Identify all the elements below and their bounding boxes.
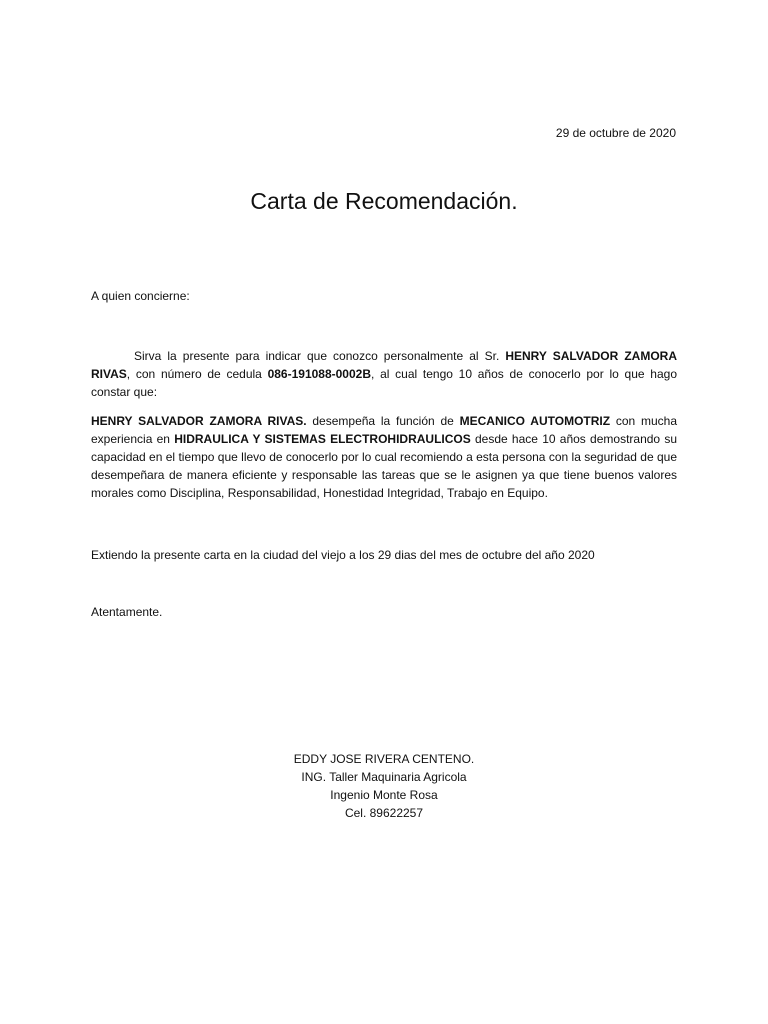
paragraph-recommendation — [91, 412, 677, 502]
candidate-name: HENRY SALVADOR ZAMORA RIVAS — [91, 349, 677, 381]
paragraph-text: , al cual tengo 10 años de conocerlo por lo que hago constar que: — [91, 367, 677, 399]
salutation: A quien concierne: — [91, 289, 190, 303]
paragraph-text: con mucha experiencia en — [91, 414, 678, 446]
cedula-number: 086-191088-0002B — [267, 367, 371, 381]
paragraph-text: Sirva la presente para indicar que conozco personalmente al Sr. — [134, 349, 506, 363]
paragraph-text: desempeña la función de — [306, 414, 460, 428]
signature-block — [0, 750, 768, 822]
candidate-specialty: HIDRAULICA Y SISTEMAS ELECTROHIDRAULICOS — [174, 432, 471, 446]
signer-name: EDDY JOSE RIVERA CENTENO. — [293, 752, 475, 766]
signer-company: Ingenio Monte Rosa — [330, 788, 438, 802]
candidate-name: HENRY SALVADOR ZAMORA RIVAS. — [91, 414, 307, 428]
paragraph-text: desde hace 10 años demostrando su capacidad en el tiempo que llevo de conocerlo por lo cual recomiendo a esta persona con la seguridad de que desempeñara de manera eficiente y responsable las tareas que se le asignen ya que tiene buenos valores morales como Disciplina, Responsabilidad, Honestidad Integridad, Trabajo en Equipo. — [91, 432, 678, 500]
paragraph-text: , con número de cedula — [126, 367, 268, 381]
paragraph-extension: Extiendo la presente carta en la ciudad del viejo a los 29 dias del mes de octubre del año 2020 — [91, 548, 595, 562]
closing: Atentamente. — [91, 605, 163, 619]
paragraph-introduction — [91, 347, 677, 401]
signer-position: ING. Taller Maquinaria Agricola — [301, 770, 467, 784]
candidate-role: MECANICO AUTOMOTRIZ — [459, 414, 611, 428]
signer-phone: Cel. 89622257 — [344, 806, 424, 820]
letter-date: 29 de octubre de 2020 — [555, 126, 676, 140]
letter-title: Carta de Recomendación. — [250, 188, 518, 214]
